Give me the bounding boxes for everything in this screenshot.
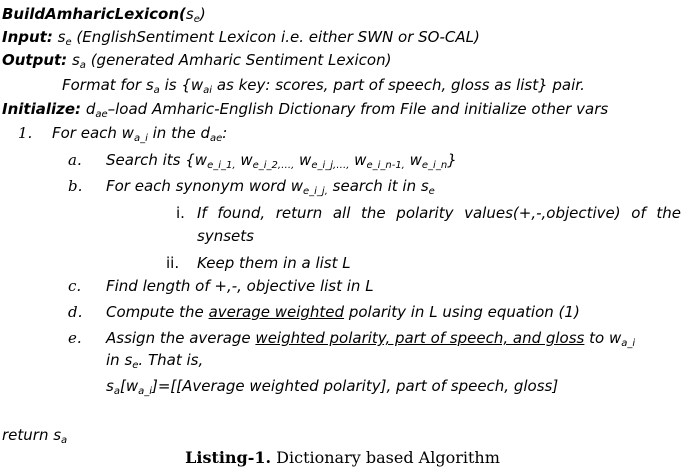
step1-d-sub: ae: [209, 133, 223, 144]
initialize-line: [2, 99, 608, 119]
initialize-label: Initialize:: [2, 100, 82, 118]
underlined-average-weighted: average weighted: [208, 303, 345, 321]
title-arg-sub: e: [193, 14, 200, 25]
init-d-symbol: d: [85, 100, 96, 118]
step-ii-text: Keep them in a list L: [197, 254, 351, 272]
step-d-number: d.: [68, 303, 83, 321]
step-e-number: e.: [68, 329, 82, 347]
step-e-text-line3: $s_a[w_{a\_i}]=[[Average$ weighted polarity], part of speech, gloss]: [106, 377, 559, 397]
title-arg: s: [185, 5, 194, 23]
step-i-text-line2: synsets: [197, 227, 254, 245]
format-text-a: Format for: [62, 76, 146, 94]
output-text: (generated Amharic Sentiment Lexicon): [85, 51, 392, 69]
title-close: ): [199, 5, 206, 23]
step-a-text: Search its {$w_{e\_i\_1,}$ $w_{e\_i\_2,\dots,}$ $w_{e\_i\_j,\dots,}$ $w_{e\_i\_n-1,}$ $w_{e\_i\_n}$}: [106, 151, 457, 171]
init-d-sub: ae: [95, 109, 108, 120]
step-b-number: b.: [68, 177, 83, 195]
input-symbol: s: [57, 28, 66, 46]
input-text: (EnglishSentiment Lexicon i.e. either SWN or SO-CAL): [71, 28, 480, 46]
format-symbol: s: [145, 76, 154, 94]
caption-text: Dictionary based Algorithm: [271, 448, 500, 467]
step1-w-sub: a_i: [133, 133, 148, 144]
step-e-text-line1: Assign the average weighted polarity, part of speech, and gloss to $w_{a\_i}$: [106, 329, 636, 349]
step1-text-a: For each w: [52, 124, 134, 142]
step1-text-c: :: [222, 124, 228, 142]
step-b-text: For each synonym word $w_{e\_i\_j,}$ search it in $s_e$: [106, 177, 435, 197]
step-a-number: a.: [68, 151, 82, 169]
step-i-text-line1: If found, return all the polarity values(+,-,objective) of the: [197, 204, 681, 222]
return-line: return $s_a$: [2, 426, 68, 446]
input-symbol-sub: e: [65, 37, 72, 48]
caption-label: Listing-1.: [185, 448, 272, 467]
format-line: [62, 75, 585, 95]
step-ii-number: ii.: [166, 254, 180, 272]
format-w-sub: ai: [203, 85, 213, 96]
input-label: Input:: [2, 28, 53, 46]
step-1-number: 1.: [18, 124, 33, 142]
algorithm-title: $BuildAmharicLexicon(s_e)$: [2, 5, 206, 25]
step-i-number: i.: [176, 204, 185, 222]
step-1-text: [52, 123, 227, 143]
input-line: [2, 27, 480, 47]
step-e-text-line2: in $s_e$. That is,: [106, 351, 204, 371]
output-symbol: s: [71, 51, 80, 69]
step-d-text: Compute the average weighted polarity in L using equation (1): [106, 303, 580, 321]
format-text-c: as key: scores, part of speech, gloss as list} pair.: [212, 76, 585, 94]
initialize-text: –load Amharic-English Dictionary from File and initialize other vars: [107, 100, 609, 118]
step-c-number: c.: [68, 277, 82, 295]
step1-text-b: in the d: [147, 124, 210, 142]
output-symbol-sub: a: [79, 60, 86, 71]
listing-caption: [0, 448, 685, 468]
format-symbol-sub: a: [153, 85, 160, 96]
output-label: Output:: [2, 51, 68, 69]
step-c-text: Find length of +,-, objective list in L: [106, 277, 374, 295]
algorithm-name: BuildAmharicLexicon: [2, 5, 180, 23]
format-text-b: is {w: [159, 76, 204, 94]
underlined-weighted-polarity: weighted polarity, part of speech, and gloss: [255, 329, 585, 347]
output-line: [2, 50, 391, 70]
